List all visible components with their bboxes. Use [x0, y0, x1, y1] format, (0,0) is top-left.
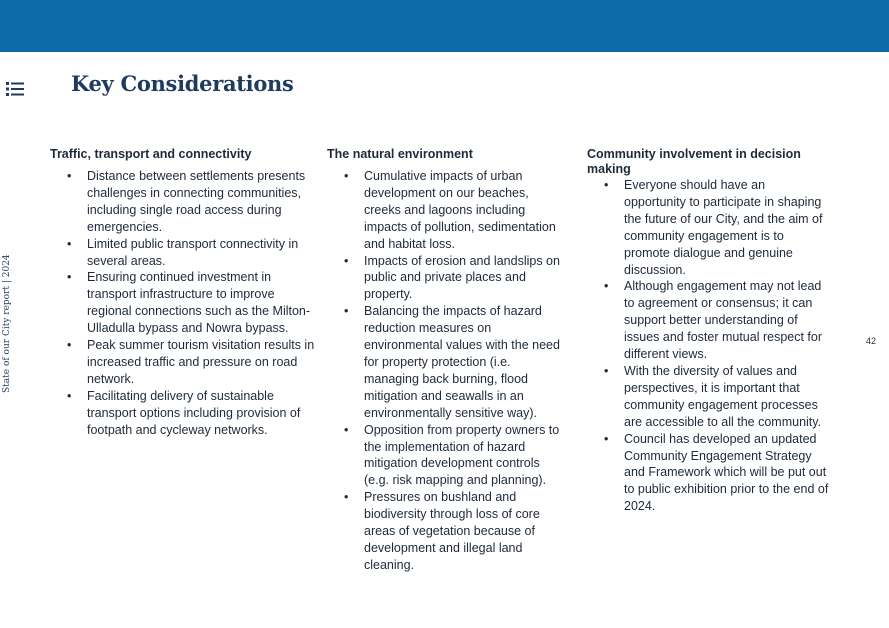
column-heading: Traffic, transport and connectivity: [50, 147, 252, 161]
list-item: • Limited public transport connectivity in several areas.: [67, 236, 299, 268]
list-item: • Cumulative impacts of urban development on our beaches, creeks and lagoons including impacts of pollution, sedimentation and habitat loss.: [344, 169, 556, 251]
list-item: • Although engagement may not lead to agreement or consensus; it can support better understanding of issues and foster mutual respect for different views.: [604, 279, 823, 362]
header-band: [0, 0, 889, 52]
bullet-list: [344, 168, 564, 574]
list-item: • Distance between settlements presents challenges in connecting communities, including single road access during emergencies.: [67, 169, 306, 234]
bullet-list: [604, 177, 829, 515]
list-item: • Council has developed an updated Community Engagement Strategy and Framework which will be put out to public exhibition prior to the end of 2024.: [604, 431, 829, 514]
list-item: • Pressures on bushland and biodiversity through loss of core areas of vegetation because of development and illegal land cleaning.: [344, 490, 540, 572]
column-heading: Community involvement in decision making: [587, 147, 801, 176]
column-heading: The natural environment: [327, 147, 473, 161]
column-community-involvement: [587, 147, 837, 515]
report-side-label: State of our City report | 2024: [2, 254, 12, 393]
page-number: 42: [866, 336, 877, 346]
list-item: • Peak summer tourism visitation results in increased traffic and pressure on road network.: [67, 338, 315, 386]
list-item: • Opposition from property owners to the implementation of hazard mitigation development controls (e.g. risk mapping and planning).: [344, 422, 560, 488]
list-item: • Balancing the impacts of hazard reduction measures on environmental values with the need for property protection (i.e. managing back burning, flood mitigation and seawalls in an environmentally sensitive way).: [344, 304, 560, 420]
list-item: • Facilitating delivery of sustainable transport options including provision of footpath and cycleway networks.: [67, 388, 301, 437]
bullet-list: [67, 168, 315, 439]
list-item: • Everyone should have an opportunity to participate in shaping the future of our City, and the aim of community engagement is to promote dialogue and genuine discussion.: [604, 178, 823, 277]
column-traffic-transport: [50, 147, 320, 439]
list-icon[interactable]: [6, 81, 24, 97]
list-item: • Impacts of erosion and landslips on public and private places and property.: [344, 253, 560, 302]
page-title: Key Considerations: [71, 71, 294, 96]
column-natural-environment: [327, 147, 577, 574]
list-item: • Ensuring continued investment in transport infrastructure to improve regional connections such as the Milton-Ulladulla bypass and Nowra bypass.: [67, 270, 311, 336]
list-item: • With the diversity of values and perspectives, it is important that community engagement processes are accessible to all the community.: [604, 363, 822, 429]
